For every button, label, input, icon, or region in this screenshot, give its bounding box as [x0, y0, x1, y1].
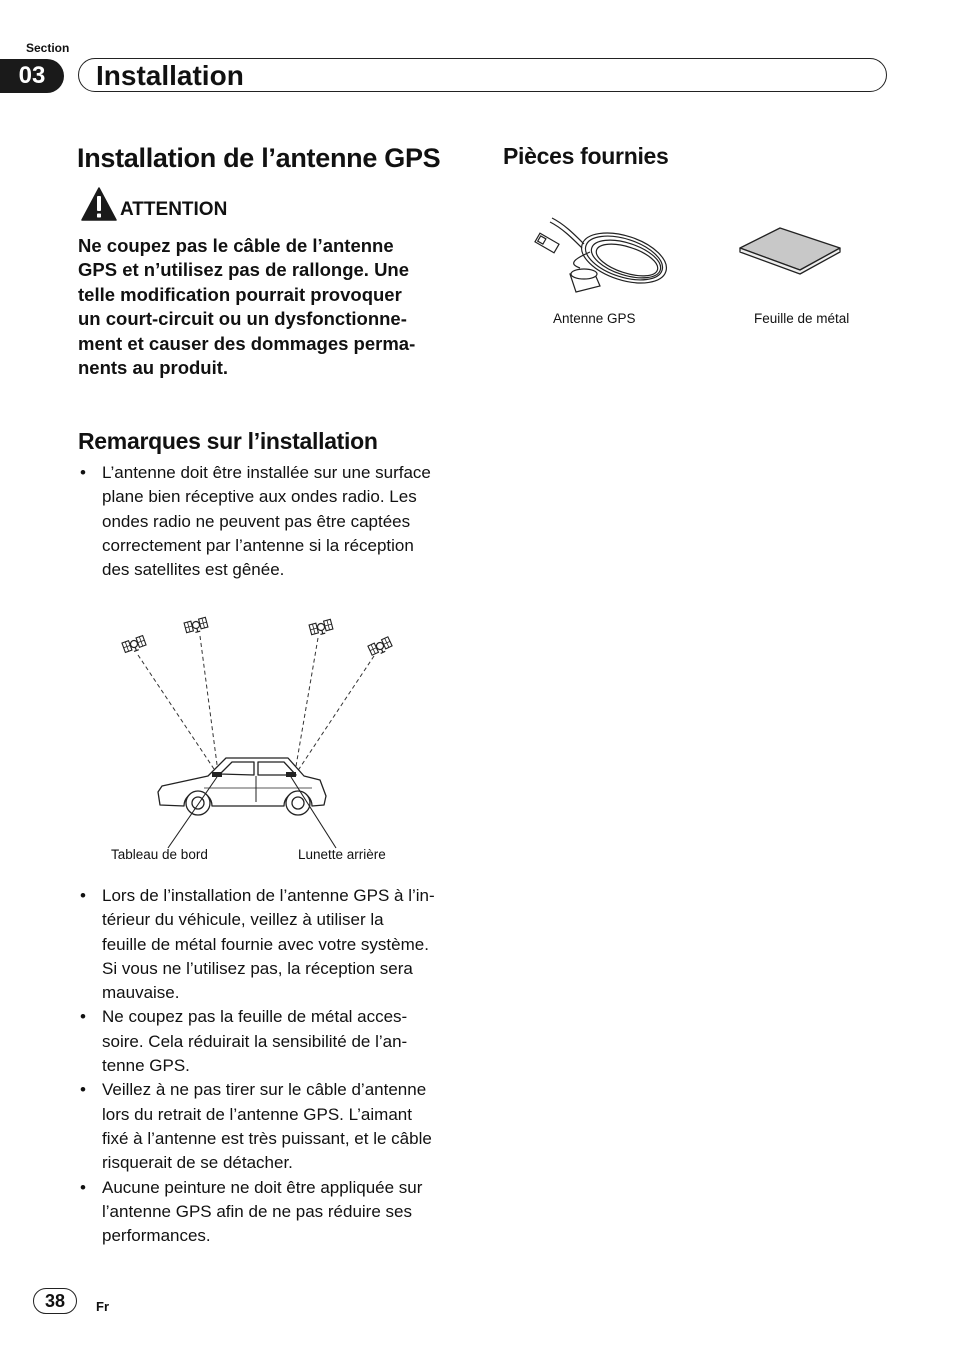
- list-item: • Aucune peinture ne doit être appliquée sur l’antenne GPS afin de ne pas réduire ses performances.: [78, 1176, 468, 1249]
- attention-text: Ne coupez pas le câble de l’antenne GPS et n’utilisez pas de rallonge. Une telle modification pourrait provoquer un court-circuit ou un dysfonctionne- ment et causer des dommages perma- nents au produit.: [78, 235, 416, 379]
- remarks-heading: Remarques sur l’installation: [78, 428, 378, 454]
- list-item: • L’antenne doit être installée sur une surface plane bien réceptive aux ondes radio. Les ondes radio ne peuvent pas être captées correctement par l’antenne si la réception des satellites est gênée.: [78, 461, 468, 582]
- attention-label: ATTENTION: [120, 199, 228, 220]
- page-title: Installation de l’antenne GPS: [77, 143, 441, 173]
- car-icon: [158, 758, 326, 815]
- satellite-icon: [368, 637, 393, 657]
- warning-triangle-icon: [81, 187, 117, 221]
- list-item: • Ne coupez pas la feuille de métal acces- soire. Cela réduirait la sensibilité de l’an- tenne GPS.: [78, 1005, 468, 1078]
- satellite-icon: [184, 617, 208, 634]
- section-label: Section: [26, 41, 70, 55]
- chapter-title: Installation: [96, 60, 244, 91]
- metal-sheet-icon: [738, 226, 844, 278]
- language-code: Fr: [96, 1299, 109, 1314]
- label-metal-sheet: Feuille de métal: [754, 311, 850, 326]
- section-number-badge: 03: [0, 59, 64, 93]
- page-number: 38: [33, 1288, 77, 1314]
- gps-antenna-icon: [534, 204, 676, 300]
- label-dashboard: Tableau de bord: [111, 847, 208, 862]
- signal-lines: [138, 636, 374, 772]
- list-item: • Lors de l’installation de l’antenne GPS à l’in- térieur du véhicule, veillez à utiliser la feuille de métal fournie avec votre système. Si vous ne l’utilisez pas, la réception sera mauvaise.: [78, 884, 468, 1005]
- remarks-list-bottom: [78, 884, 468, 1248]
- parts-heading: Pièces fournies: [503, 143, 669, 169]
- satellite-icon: [122, 636, 147, 655]
- label-rear-window: Lunette arrière: [298, 847, 386, 862]
- remarks-list-top: [78, 461, 468, 582]
- gps-reception-diagram: [100, 600, 430, 850]
- list-item: • Veillez à ne pas tirer sur le câble d’antenne lors du retrait de l’antenne GPS. L’aimant fixé à l’antenne est très puissant, et le câble risquerait de se détacher.: [78, 1078, 468, 1175]
- label-gps-antenna: Antenne GPS: [553, 311, 636, 326]
- satellite-icon: [309, 619, 333, 636]
